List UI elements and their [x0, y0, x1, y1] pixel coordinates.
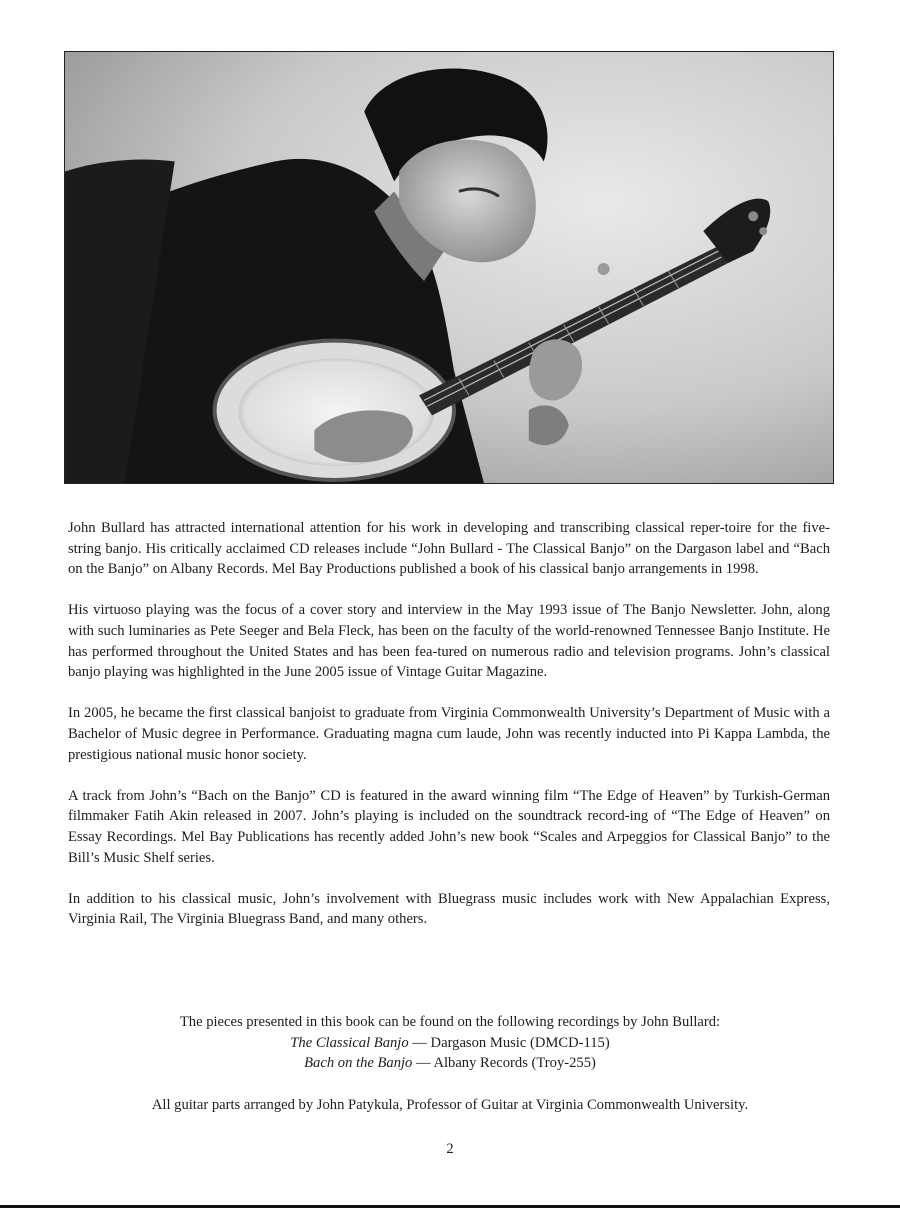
- recording-label: — Dargason Music (DMCD-115): [408, 1034, 610, 1051]
- bio-paragraph: John Bullard has attracted international attention for his work in developing and transcribing classical reper-toire for the five-string banjo. His critically acclaimed CD releases include “John Bullard - The Classical Banjo” on the Dargason label and “Bach on the Banjo” on Albany Records. Mel Bay Productions published a book of his classical banjo arrangements in 1998.: [68, 520, 830, 578]
- recording-title: Bach on the Banjo: [304, 1055, 413, 1072]
- recording-label: — Albany Records (Troy-255): [412, 1055, 596, 1072]
- bio-paragraph: A track from John’s “Bach on the Banjo” CD is featured in the award winning film “The Edge of Heaven” by Turkish-German filmmaker Fatih Akin released in 2007. John’s playing is included on the soundtrack record-ing of “The Edge of Heaven” on Essay Recordings. Mel Bay Publications has recently added John’s new book “Scales and Arpeggios for Classical Banjo” to the Bill’s Music Shelf series.: [68, 787, 830, 866]
- biography-section: [68, 518, 830, 950]
- bio-paragraph: In addition to his classical music, John’s involvement with Bluegrass music includes work with New Appalachian Express, Virginia Rail, The Virginia Bluegrass Band, and many others.: [68, 890, 830, 928]
- bio-paragraph: His virtuoso playing was the focus of a cover story and interview in the May 1993 issue of The Banjo Newsletter. John, along with such luminaries as Pete Seeger and Bela Fleck, has been on the faculty of the world-renowned Tennessee Banjo Institute. He has performed throughout the United States and has been fea-tured on numerous radio and television programs. John’s classical banjo playing was highlighted in the June 2005 issue of Vintage Guitar Magazine.: [68, 602, 830, 681]
- page-number: 2: [446, 1141, 454, 1157]
- bio-paragraph: In 2005, he became the first classical banjoist to graduate from Virginia Commonwealth University’s Department of Music with a Bachelor of Music degree in Performance. Graduating magna cum laude, John was recently inducted into Pi Kappa Lambda, the prestigious national music honor society.: [68, 705, 830, 763]
- recording-item: [0, 1033, 900, 1054]
- recordings-intro: The pieces presented in this book can be found on the following recordings by John Bullard:: [179, 1014, 721, 1030]
- recording-title: The Classical Banjo: [290, 1034, 409, 1051]
- recording-item: [0, 1053, 900, 1074]
- banjo-player-illustration: [65, 52, 833, 483]
- recordings-list: [0, 1012, 900, 1074]
- guitar-credits: All guitar parts arranged by John Patykula, Professor of Guitar at Virginia Commonwealth University.: [151, 1097, 749, 1113]
- banjo-player-photo: [64, 51, 834, 484]
